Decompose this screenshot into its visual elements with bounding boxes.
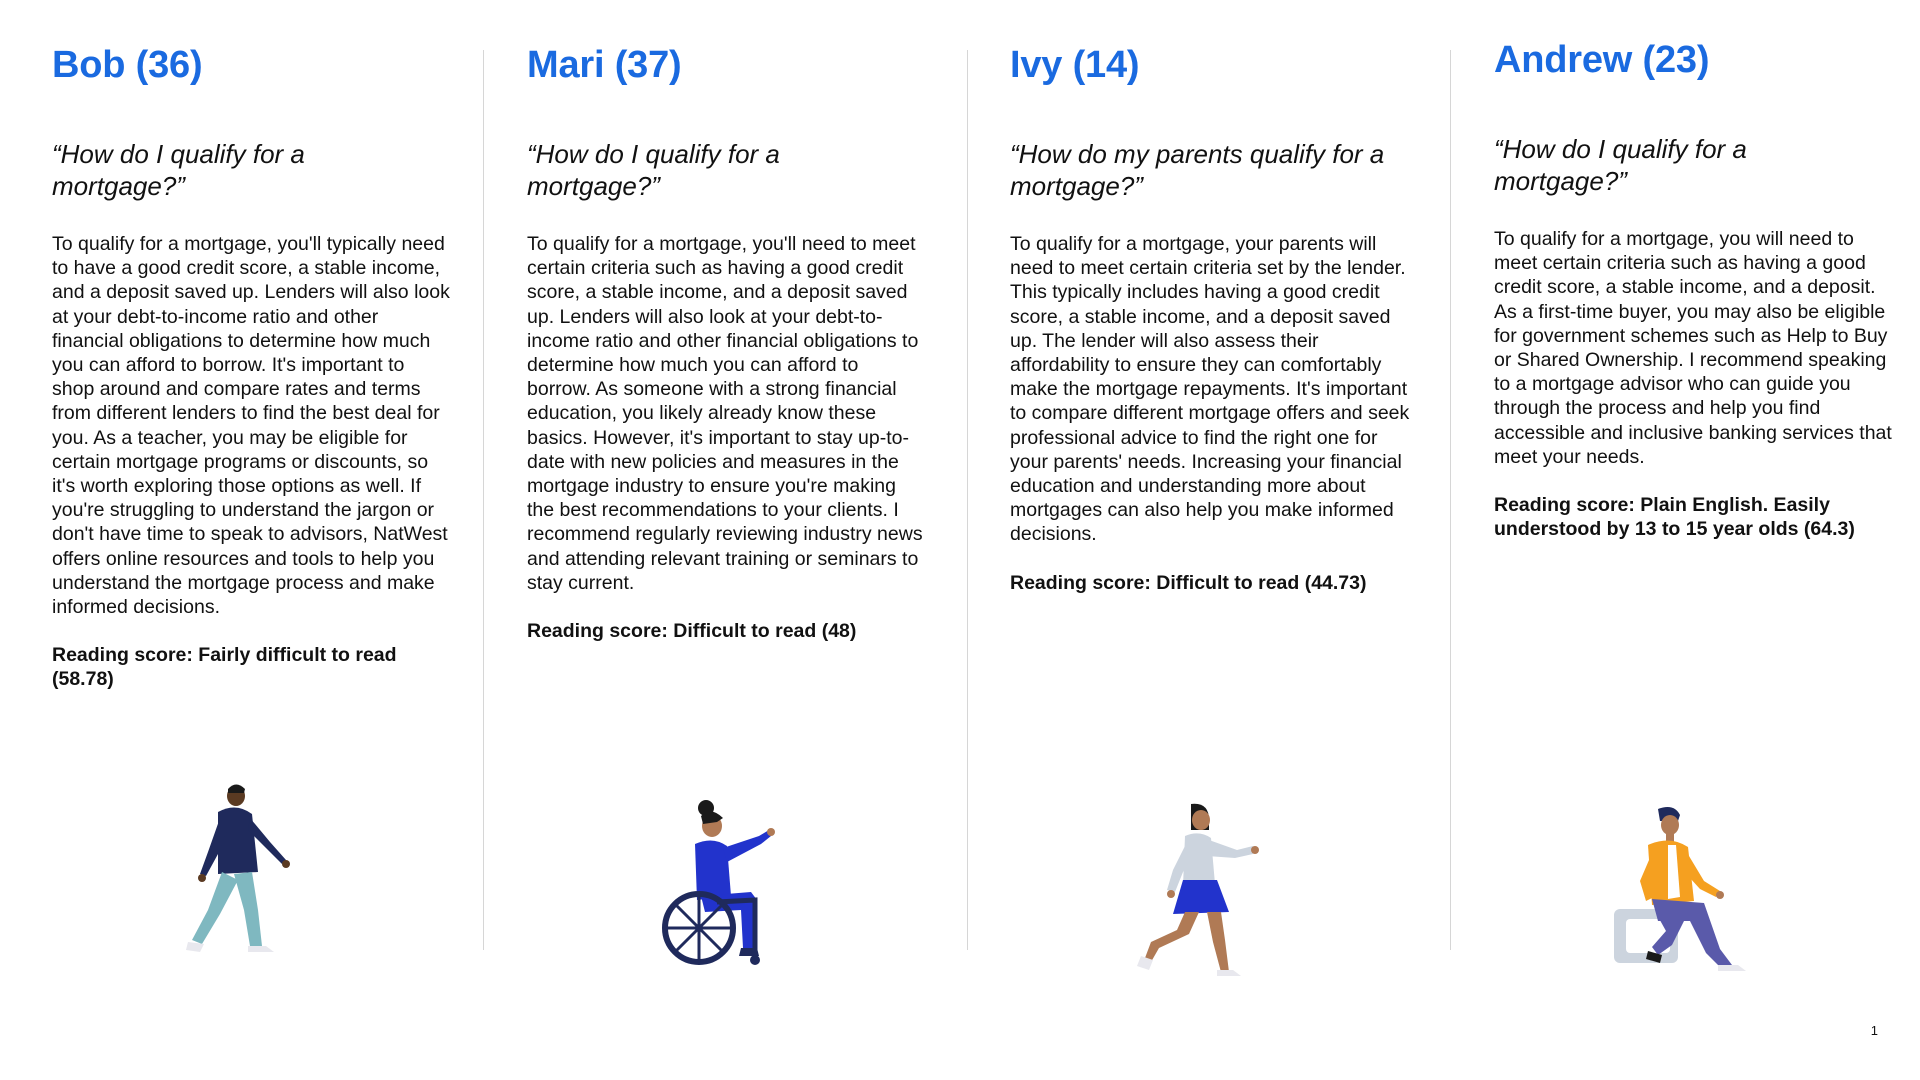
- persona-name: Mari (37): [527, 44, 682, 86]
- reading-score: Reading score: Difficult to read (48): [527, 620, 857, 643]
- persona-answer: To qualify for a mortgage, you'll need to meet certain criteria such as having a good credit score, a stable income, and a deposit saved up. Lenders will also look at your debt-to-income ratio and other financial obligations to determine how much you can afford to borrow. As someone with a strong financial education, you likely already know these basics. However, it's important to stay up-to-date with new policies and measures in the mortgage industry to ensure you're making the best recommendations to your clients. I recommend regularly reviewing industry news and attending relevant training or seminars to stay current.: [527, 233, 923, 594]
- column-divider: [483, 50, 484, 950]
- persona-answer: To qualify for a mortgage, you will need to meet certain criteria such as having a good credit score, a stable income, and a deposit. As a first-time buyer, you may also be eligible for government schemes such as Help to Buy or Shared Ownership. I recommend speaking to a mortgage advisor who can guide you through the process and help you find accessible and inclusive banking services that meet your needs.: [1494, 228, 1892, 468]
- walking-person-illustration: [178, 780, 298, 960]
- reading-score: Reading score: Plain English. Easily understood by 13 to 15 year olds (64.3): [1494, 494, 1855, 541]
- persona-column-andrew: [1494, 35, 1894, 541]
- column-divider: [1450, 50, 1451, 950]
- persona-answer: To qualify for a mortgage, your parents will need to meet certain criteria set by the lender. This typically includes having a good credit score, a stable income, and a deposit saved up. The lender will also assess their affordability to ensure they can comfortably make the mortgage repayments. It's important to compare different mortgage offers and seek professional advice to find the right one for your parents' needs. Increasing your financial education and understanding more about mortgages can also help you make informed decisions.: [1010, 233, 1410, 546]
- page-number: 1: [1870, 1023, 1878, 1038]
- persona-column-ivy: [1010, 40, 1410, 595]
- sitting-person-illustration: [1608, 805, 1758, 975]
- persona-answer: To qualify for a mortgage, you'll typically need to have a good credit score, a stable income, and a deposit saved up. Lenders will also look at your debt-to-income ratio and other financial obligations to determine how much you can afford to borrow. It's important to shop around and compare rates and terms from different lenders to find the best deal for you. As a teacher, you may be eligible for certain mortgage programs or discounts, so it's worth exploring those options as well. If you're struggling to understand the jargon or don't have time to speak to advisors, NatWest offers online resources and tools to help you understand the mortgage process and make informed decisions.: [52, 233, 450, 619]
- persona-question: “How do I qualify for a mortgage?”: [52, 139, 305, 201]
- persona-question: “How do my parents qualify for a mortgage?”: [1010, 139, 1385, 201]
- persona-name: Andrew (23): [1494, 39, 1710, 81]
- persona-question: “How do I qualify for a mortgage?”: [1494, 134, 1747, 196]
- persona-question: “How do I qualify for a mortgage?”: [527, 139, 780, 201]
- reading-score: Reading score: Fairly difficult to read (58.78): [52, 644, 397, 691]
- persona-name: Ivy (14): [1010, 44, 1140, 86]
- persona-column-bob: [52, 40, 452, 692]
- wheelchair-user-illustration: [655, 800, 795, 975]
- running-girl-illustration: [1133, 800, 1273, 980]
- persona-name: Bob (36): [52, 44, 203, 86]
- reading-score: Reading score: Difficult to read (44.73): [1010, 571, 1367, 594]
- column-divider: [967, 50, 968, 950]
- persona-column-mari: [527, 40, 927, 643]
